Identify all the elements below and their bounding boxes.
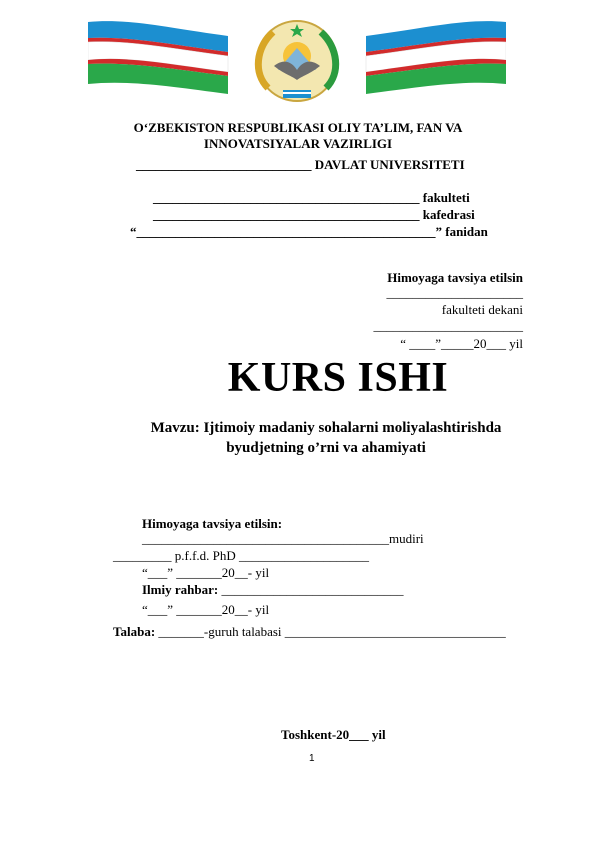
ministry-line-2: INNOVATSIYALAR VAZIRLIGI: [203, 136, 393, 151]
university-line: ___________________________ DAVLAT UNIVERSITETI: [136, 157, 465, 172]
subject-line: “______________________________________________” fanidan: [130, 224, 488, 239]
supervisor-date: “___” _______20__- yil: [142, 602, 270, 617]
department-line: _________________________________________ kafedrasi: [153, 207, 475, 222]
student-label: Talaba:: [113, 624, 156, 639]
topic-line-1: Mavzu: Ijtimoiy madaniy sohalarni moliyalashtirishda: [150, 420, 502, 436]
state-emblem-banner: [88, 18, 506, 104]
student-line: _______-guruh talabasi __________________________________: [155, 624, 506, 639]
document-title: KURS ISHI: [227, 355, 449, 401]
dean-label: fakulteti dekani: [441, 302, 523, 317]
head-date: “___” _______20__- yil: [142, 565, 270, 580]
topic-line-2: byudjetning o’rni va ahamiyati: [226, 440, 426, 456]
supervisor-line: ____________________________: [218, 582, 404, 597]
city-year: Toshkent-20___ yil: [281, 727, 386, 742]
supervisor-label: Ilmiy rahbar:: [142, 582, 219, 597]
recommend-label: Himoyaga tavsiya etilsin:: [142, 516, 283, 531]
supervisor-row: [142, 582, 403, 598]
ministry-line-1: O‘ZBEKISTON RESPUBLIKASI OLIY TA’LIM, FAN VA: [133, 120, 463, 135]
degree-line: _________ p.f.f.d. PhD ____________________: [113, 548, 370, 563]
head-of-department-line: ______________________________________mudiri: [142, 531, 424, 546]
approval-name-line: _______________________: [373, 318, 523, 333]
student-row: [113, 624, 506, 640]
faculty-line: _________________________________________ fakulteti: [153, 190, 470, 205]
approval-date: “ ____”_____20___ yil: [400, 336, 523, 351]
approval-signature-line: _____________________: [386, 285, 523, 300]
approval-title: Himoyaga tavsiya etilsin: [387, 270, 523, 285]
page-number: 1: [309, 753, 315, 764]
